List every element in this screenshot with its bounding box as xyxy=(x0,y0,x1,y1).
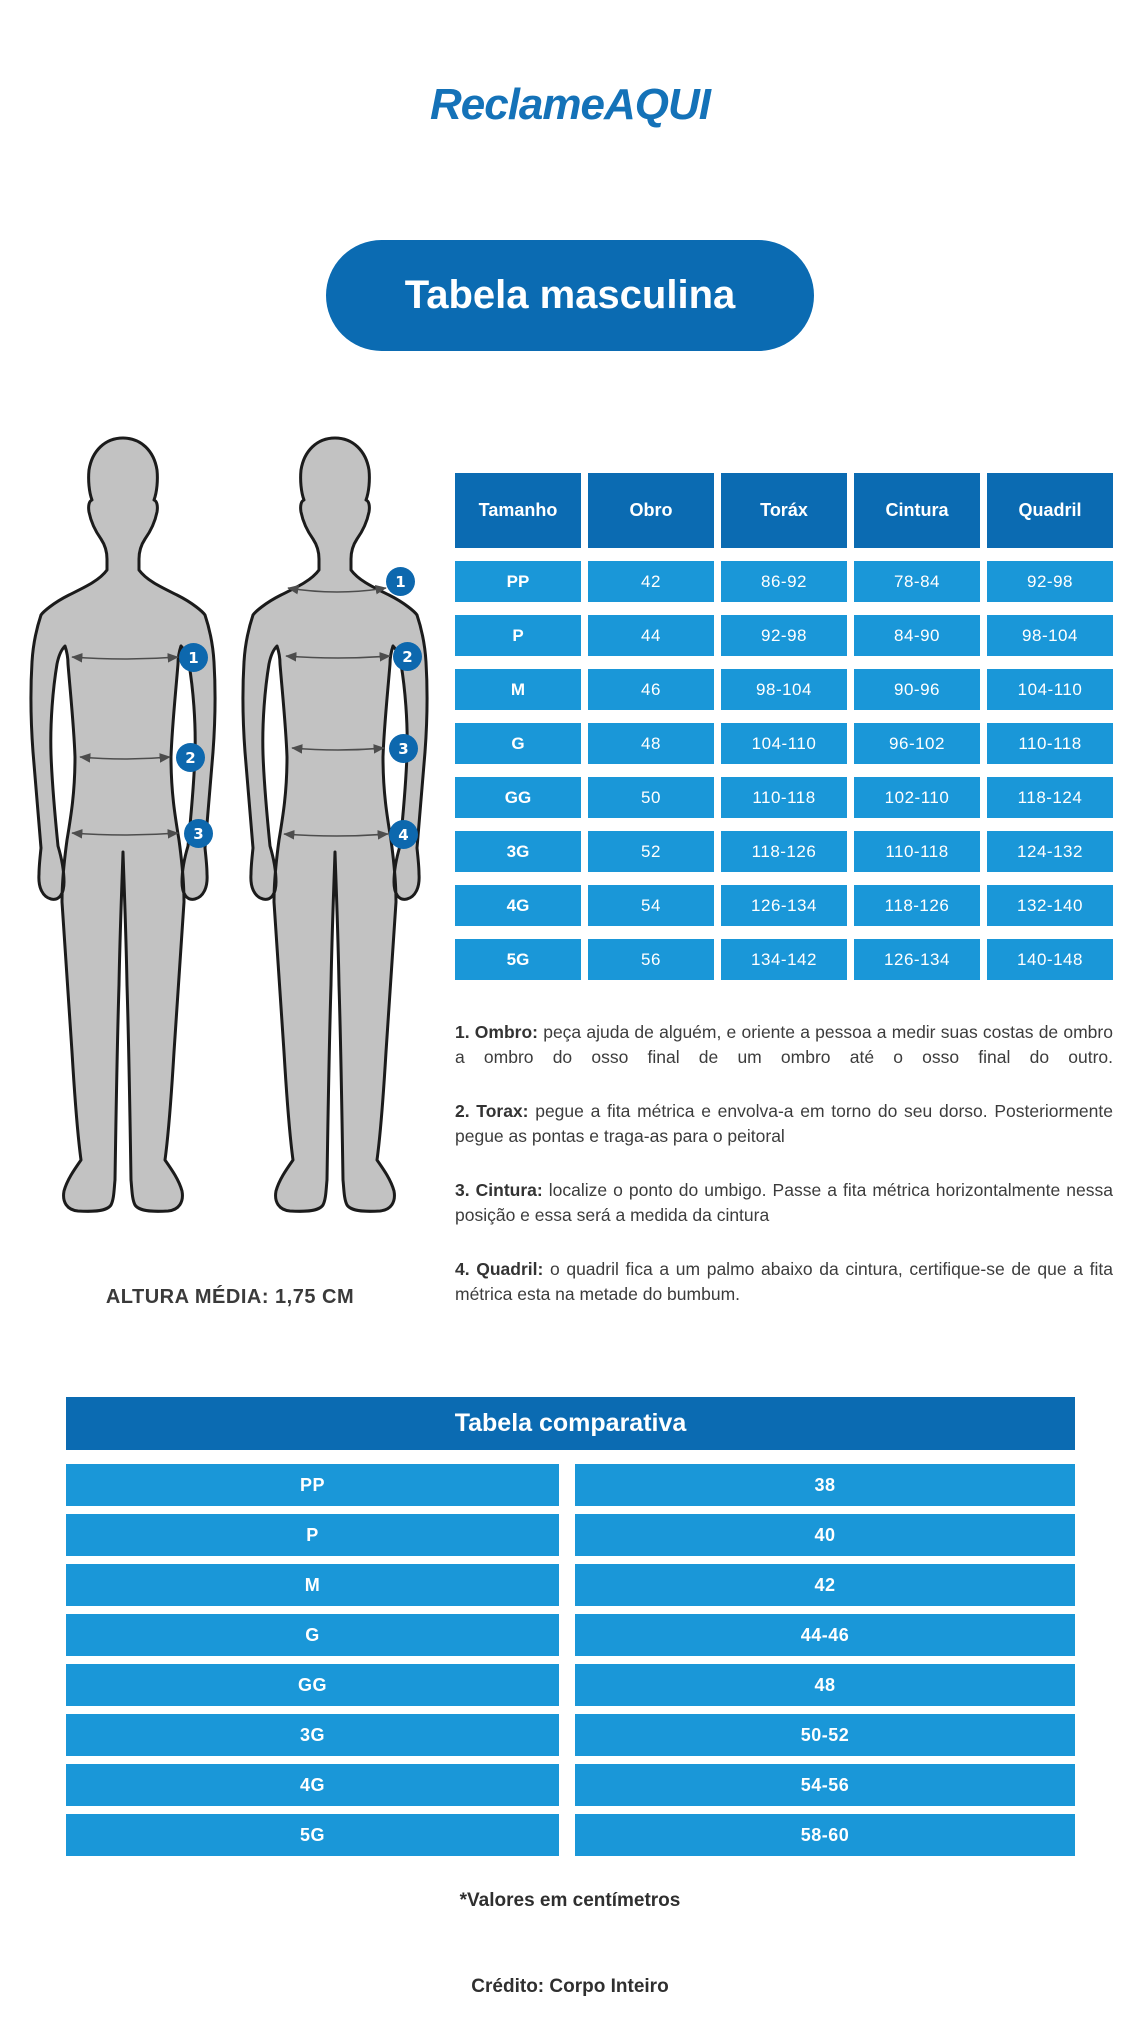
table-cell: G xyxy=(455,723,581,764)
table-cell: GG xyxy=(455,777,581,818)
instruction-label: 4. Quadril: xyxy=(455,1259,544,1279)
marker-right-1: 1 xyxy=(386,567,415,596)
page-title-pill xyxy=(326,240,814,351)
marker-right-4: 4 xyxy=(389,820,418,849)
comp-size-cell: 5G xyxy=(66,1814,559,1856)
instruction-text: o quadril fica a um palmo abaixo da cintura, certifique-se de que a fita métrica esta na metade do bumbum. xyxy=(455,1259,1113,1304)
body-diagram xyxy=(0,430,456,1240)
comp-value-cell: 42 xyxy=(575,1564,1075,1606)
table-cell: 5G xyxy=(455,939,581,980)
comp-value-cell: 50-52 xyxy=(575,1714,1075,1756)
table-cell: 84-90 xyxy=(854,615,980,656)
size-table-header: Obro xyxy=(588,473,714,548)
table-cell: 110-118 xyxy=(854,831,980,872)
comp-size-cell: 3G xyxy=(66,1714,559,1756)
comparative-table xyxy=(66,1397,1075,1856)
comp-value-cell: 44-46 xyxy=(575,1614,1075,1656)
marker-right-3: 3 xyxy=(389,734,418,763)
instruction-text: pegue a fita métrica e envolva-a em torno do seu dorso. Posteriormente pegue as pontas e traga-as para o peitoral xyxy=(455,1101,1113,1146)
table-cell: 96-102 xyxy=(854,723,980,764)
table-cell: 46 xyxy=(588,669,714,710)
table-cell: 110-118 xyxy=(721,777,847,818)
table-cell: P xyxy=(455,615,581,656)
table-cell: 124-132 xyxy=(987,831,1113,872)
table-cell: 92-98 xyxy=(721,615,847,656)
comp-value-cell: 58-60 xyxy=(575,1814,1075,1856)
size-table-header: Quadril xyxy=(987,473,1113,548)
table-cell: 118-124 xyxy=(987,777,1113,818)
comparative-table-title: Tabela comparativa xyxy=(66,1397,1075,1450)
table-cell: 54 xyxy=(588,885,714,926)
table-cell: 126-134 xyxy=(721,885,847,926)
table-cell: 98-104 xyxy=(987,615,1113,656)
table-cell: 86-92 xyxy=(721,561,847,602)
table-cell: 4G xyxy=(455,885,581,926)
table-cell: 56 xyxy=(588,939,714,980)
instruction-text: localize o ponto do umbigo. Passe a fita métrica horizontalmente nessa posição e essa será a medida da cintura xyxy=(455,1180,1113,1225)
marker-left-1: 1 xyxy=(179,643,208,672)
table-cell: M xyxy=(455,669,581,710)
table-cell: 3G xyxy=(455,831,581,872)
table-cell: 42 xyxy=(588,561,714,602)
table-cell: 104-110 xyxy=(987,669,1113,710)
table-cell: 126-134 xyxy=(854,939,980,980)
marker-left-2: 2 xyxy=(176,743,205,772)
instruction-text: peça ajuda de alguém, e oriente a pessoa a medir suas costas de ombro a ombro do osso final de um ombro até o osso final do outro. xyxy=(455,1022,1113,1067)
comp-size-cell: GG xyxy=(66,1664,559,1706)
table-cell: 110-118 xyxy=(987,723,1113,764)
table-cell: 134-142 xyxy=(721,939,847,980)
comp-size-cell: G xyxy=(66,1614,559,1656)
comp-value-cell: 40 xyxy=(575,1514,1075,1556)
values-footnote: *Valores em centímetros xyxy=(459,1890,681,1911)
instruction-label: 3. Cintura: xyxy=(455,1180,543,1200)
size-table-header: Tamanho xyxy=(455,473,581,548)
credit-note: Crédito: Corpo Inteiro xyxy=(471,1976,669,1997)
instruction-label: 1. Ombro: xyxy=(455,1022,538,1042)
comp-value-cell: 54-56 xyxy=(575,1764,1075,1806)
instruction-torax xyxy=(455,1099,1113,1149)
average-height-note: ALTURA MÉDIA: 1,75 CM xyxy=(105,1286,355,1308)
table-cell: 48 xyxy=(588,723,714,764)
table-cell: 132-140 xyxy=(987,885,1113,926)
table-cell: 50 xyxy=(588,777,714,818)
comp-value-cell: 48 xyxy=(575,1664,1075,1706)
table-cell: 98-104 xyxy=(721,669,847,710)
comp-value-cell: 38 xyxy=(575,1464,1075,1506)
comparative-table-grid xyxy=(66,1464,1075,1856)
table-cell: 104-110 xyxy=(721,723,847,764)
table-cell: 78-84 xyxy=(854,561,980,602)
comp-size-cell: P xyxy=(66,1514,559,1556)
size-table-header: Toráx xyxy=(721,473,847,548)
comp-size-cell: M xyxy=(66,1564,559,1606)
instruction-ombro xyxy=(455,1020,1113,1070)
marker-right-2: 2 xyxy=(393,642,422,671)
instruction-cintura xyxy=(455,1178,1113,1228)
table-cell: 118-126 xyxy=(854,885,980,926)
table-cell: PP xyxy=(455,561,581,602)
instruction-label: 2. Torax: xyxy=(455,1101,529,1121)
page-title: Tabela masculina xyxy=(404,273,736,317)
instruction-quadril xyxy=(455,1257,1113,1307)
table-cell: 90-96 xyxy=(854,669,980,710)
table-cell: 92-98 xyxy=(987,561,1113,602)
table-cell: 102-110 xyxy=(854,777,980,818)
brand-logo: ReclameAQUI xyxy=(429,80,710,129)
size-table-header: Cintura xyxy=(854,473,980,548)
table-cell: 140-148 xyxy=(987,939,1113,980)
comp-size-cell: 4G xyxy=(66,1764,559,1806)
size-table xyxy=(455,473,1113,980)
table-cell: 118-126 xyxy=(721,831,847,872)
measuring-instructions xyxy=(455,1020,1113,1336)
table-cell: 52 xyxy=(588,831,714,872)
marker-left-3: 3 xyxy=(184,819,213,848)
comp-size-cell: PP xyxy=(66,1464,559,1506)
table-cell: 44 xyxy=(588,615,714,656)
